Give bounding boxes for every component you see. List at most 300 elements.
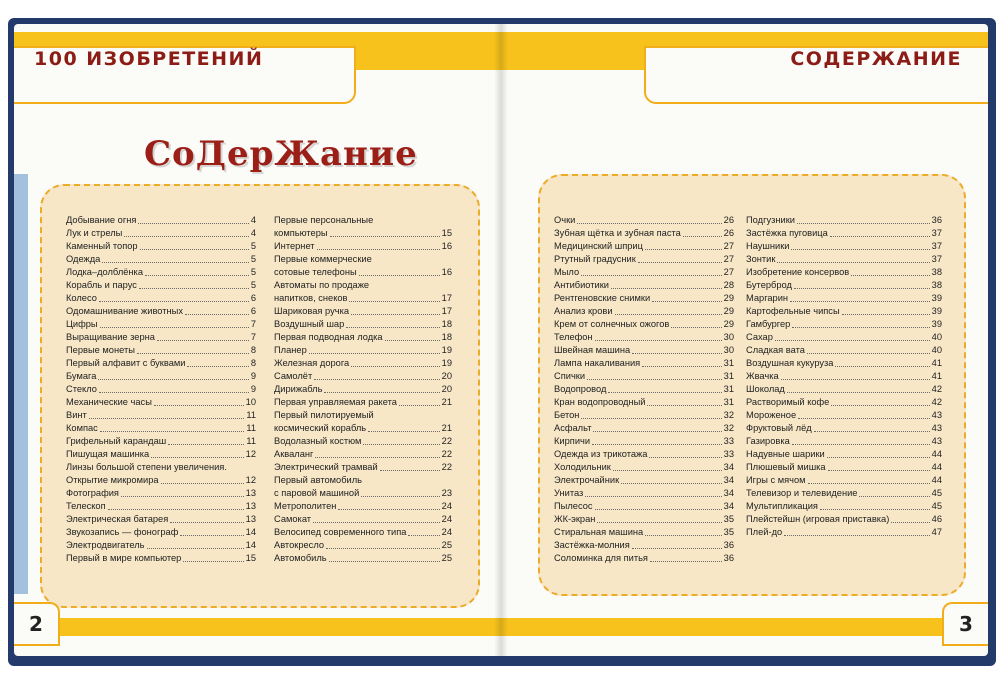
toc-leader-dots — [649, 457, 721, 458]
toc-page-number: 26 — [723, 228, 734, 238]
toc-entry — [274, 526, 452, 539]
toc-entry-title: с паровой машиной — [274, 488, 360, 498]
toc-page-number: 19 — [441, 345, 452, 355]
toc-page-number: 23 — [441, 488, 452, 498]
toc-entry — [66, 526, 256, 539]
toc-leader-dots — [615, 314, 722, 315]
toc-page-number: 10 — [245, 397, 256, 407]
toc-entry — [274, 318, 452, 331]
toc-entry-title: Бутерброд — [746, 280, 792, 290]
page-number: 2 — [14, 602, 60, 646]
toc-page-number: 21 — [441, 397, 452, 407]
toc-entry — [66, 266, 256, 279]
toc-leader-dots — [187, 366, 248, 367]
toc-leader-dots — [585, 496, 721, 497]
toc-entry-title: Плейстейшн (игровая приставка) — [746, 514, 890, 524]
toc-entry-title: Самолёт — [274, 371, 313, 381]
toc-entry — [274, 266, 452, 279]
toc-page-number: 37 — [931, 228, 942, 238]
toc-entry-title: Первые коммерческие — [274, 254, 372, 264]
toc-entry — [746, 292, 942, 305]
toc-entry-title: Унитаз — [554, 488, 584, 498]
toc-entry — [554, 422, 734, 435]
toc-page-number: 40 — [931, 332, 942, 342]
toc-page-number: 25 — [441, 540, 452, 550]
toc-page-number: 37 — [931, 241, 942, 251]
toc-page-number: 8 — [250, 345, 256, 355]
toc-entry — [66, 318, 256, 331]
toc-entry — [554, 357, 734, 370]
toc-leader-dots — [595, 340, 722, 341]
toc-entry — [554, 396, 734, 409]
toc-leader-dots — [791, 249, 929, 250]
toc-leader-dots — [313, 522, 440, 523]
toc-page-number: 11 — [246, 410, 256, 420]
toc-leader-dots — [170, 522, 243, 523]
toc-page-number: 30 — [723, 332, 734, 342]
toc-page-number: 29 — [723, 319, 734, 329]
toc-entry — [66, 357, 256, 370]
toc-page-number: 33 — [723, 436, 734, 446]
page-title: СоДерЖание — [144, 134, 418, 174]
toc-leader-dots — [351, 314, 440, 315]
toc-entry-title: Планер — [274, 345, 307, 355]
toc-entry-title: Изобретение консервов — [746, 267, 850, 277]
toc-entry-title: Первые монеты — [66, 345, 135, 355]
toc-leader-dots — [408, 535, 439, 536]
toc-entry — [274, 513, 452, 526]
toc-entry-title: Дирижабль — [274, 384, 323, 394]
toc-leader-dots — [154, 405, 244, 406]
toc-page-number: 34 — [723, 462, 734, 472]
toc-page-number: 38 — [931, 280, 942, 290]
toc-leader-dots — [814, 431, 930, 432]
toc-leader-dots — [147, 548, 244, 549]
toc-entry-title: Стиральная машина — [554, 527, 644, 537]
toc-entry — [746, 370, 942, 383]
toc-entry — [274, 253, 452, 266]
toc-entry-title: Шариковая ручка — [274, 306, 350, 316]
toc-page-number: 34 — [723, 501, 734, 511]
toc-entry-title: Стекло — [66, 384, 97, 394]
toc-entry — [274, 344, 452, 357]
toc-page-number: 33 — [723, 449, 734, 459]
toc-entry-title: Автомобиль — [274, 553, 327, 563]
toc-entry — [554, 344, 734, 357]
toc-leader-dots — [632, 353, 721, 354]
toc-page-number: 27 — [723, 267, 734, 277]
toc-entry — [746, 279, 942, 292]
toc-entry — [274, 279, 452, 292]
toc-leader-dots — [842, 314, 930, 315]
toc-entry — [66, 487, 256, 500]
toc-leader-dots — [595, 509, 722, 510]
toc-page-number: 43 — [931, 410, 942, 420]
toc-entry-title: Застёжка-молния — [554, 540, 630, 550]
toc-leader-dots — [581, 418, 721, 419]
toc-entry-title: Лампа накаливания — [554, 358, 641, 368]
toc-entry — [274, 409, 452, 422]
toc-leader-dots — [828, 470, 930, 471]
toc-entry — [554, 500, 734, 513]
contents-column — [746, 214, 942, 539]
toc-leader-dots — [891, 522, 929, 523]
toc-entry-title: Электрический трамвай — [274, 462, 378, 472]
toc-entry-title: Автоматы по продаже — [274, 280, 370, 290]
toc-page-number: 35 — [723, 527, 734, 537]
toc-page-number: 20 — [441, 384, 452, 394]
toc-entry-title: Добывание огня — [66, 215, 137, 225]
toc-entry — [274, 305, 452, 318]
toc-entry — [274, 461, 452, 474]
toc-page-number: 13 — [245, 488, 256, 498]
toc-entry — [746, 344, 942, 357]
toc-entry-title: Ртутный градусник — [554, 254, 636, 264]
toc-entry-title: Мультипликация — [746, 501, 818, 511]
toc-entry-title: Игры с мячом — [746, 475, 806, 485]
toc-entry — [746, 500, 942, 513]
toc-leader-dots — [121, 496, 244, 497]
toc-page-number: 42 — [931, 384, 942, 394]
toc-page-number: 31 — [723, 397, 734, 407]
toc-leader-dots — [385, 340, 440, 341]
toc-page-number: 31 — [723, 384, 734, 394]
toc-entry-title: Цифры — [66, 319, 98, 329]
toc-page-number: 42 — [931, 397, 942, 407]
toc-entry-title: Рентгеновские снимки — [554, 293, 651, 303]
section-header: СОДЕРЖАНИЕ — [790, 48, 962, 70]
toc-entry-title: Акваланг — [274, 449, 314, 459]
toc-leader-dots — [593, 431, 721, 432]
toc-page-number: 5 — [250, 254, 256, 264]
toc-page-number: 13 — [245, 514, 256, 524]
toc-page-number: 45 — [931, 488, 942, 498]
toc-leader-dots — [108, 509, 244, 510]
toc-entry — [554, 409, 734, 422]
background-illustration — [14, 174, 28, 594]
toc-entry-title: сотовые телефоны — [274, 267, 357, 277]
toc-entry — [66, 383, 256, 396]
toc-entry — [746, 266, 942, 279]
toc-entry-title: Антибиотики — [554, 280, 609, 290]
toc-leader-dots — [587, 379, 722, 380]
toc-entry — [66, 539, 256, 552]
toc-entry — [746, 331, 942, 344]
toc-entry-title: Зонтик — [746, 254, 776, 264]
toc-leader-dots — [632, 548, 722, 549]
toc-entry-title: напитков, снеков — [274, 293, 348, 303]
toc-entry — [746, 448, 942, 461]
toc-page-number: 11 — [246, 423, 256, 433]
toc-entry — [554, 487, 734, 500]
toc-entry-title: ЖК-экран — [554, 514, 596, 524]
page-number: 3 — [942, 602, 988, 646]
toc-leader-dots — [183, 561, 243, 562]
toc-entry-title: Кран водопроводный — [554, 397, 646, 407]
toc-entry — [746, 526, 942, 539]
toc-page-number: 4 — [250, 215, 256, 225]
toc-page-number: 14 — [245, 540, 256, 550]
toc-entry-title: Компас — [66, 423, 98, 433]
toc-leader-dots — [100, 327, 249, 328]
toc-entry-title: Фруктовый лёд — [746, 423, 812, 433]
toc-entry — [66, 214, 256, 227]
toc-page-number: 29 — [723, 306, 734, 316]
toc-page-number: 39 — [931, 293, 942, 303]
toc-leader-dots — [317, 249, 440, 250]
toc-page-number: 7 — [250, 319, 256, 329]
toc-entry-title: Одежда из трикотажа — [554, 449, 648, 459]
toc-leader-dots — [399, 405, 440, 406]
toc-leader-dots — [775, 340, 930, 341]
toc-page-number: 22 — [441, 436, 452, 446]
toc-leader-dots — [592, 444, 722, 445]
toc-page-number: 15 — [245, 553, 256, 563]
toc-leader-dots — [89, 418, 245, 419]
toc-page-number: 36 — [723, 553, 734, 563]
toc-entry-title: Воздушный шар — [274, 319, 345, 329]
toc-leader-dots — [683, 236, 722, 237]
toc-entry — [66, 227, 256, 240]
toc-entry — [274, 448, 452, 461]
toc-leader-dots — [851, 275, 929, 276]
toc-entry — [746, 474, 942, 487]
toc-page-number: 5 — [250, 267, 256, 277]
toc-page-number: 26 — [723, 215, 734, 225]
toc-page-number: 45 — [931, 501, 942, 511]
toc-leader-dots — [577, 223, 721, 224]
toc-entry — [66, 461, 256, 474]
toc-leader-dots — [797, 223, 930, 224]
toc-entry — [746, 305, 942, 318]
toc-entry — [746, 240, 942, 253]
toc-entry — [554, 331, 734, 344]
toc-entry-title: Анализ крови — [554, 306, 613, 316]
toc-entry — [554, 318, 734, 331]
toc-entry-title: Плей-до — [746, 527, 783, 537]
toc-entry-title: Винт — [66, 410, 87, 420]
toc-entry — [554, 526, 734, 539]
toc-page-number: 18 — [441, 332, 452, 342]
toc-entry — [554, 240, 734, 253]
toc-page-number: 35 — [723, 514, 734, 524]
toc-leader-dots — [151, 457, 243, 458]
toc-leader-dots — [820, 509, 930, 510]
toc-entry-title: Гамбургер — [746, 319, 791, 329]
toc-entry — [66, 240, 256, 253]
toc-page-number: 22 — [441, 462, 452, 472]
toc-page-number: 9 — [250, 384, 256, 394]
toc-leader-dots — [326, 548, 440, 549]
toc-leader-dots — [792, 327, 929, 328]
toc-page-number: 4 — [250, 228, 256, 238]
contents-column — [274, 214, 452, 565]
toc-entry-title: Телескоп — [66, 501, 106, 511]
toc-leader-dots — [621, 483, 722, 484]
toc-leader-dots — [808, 483, 930, 484]
toc-leader-dots — [359, 275, 440, 276]
toc-leader-dots — [777, 262, 929, 263]
toc-entry-title: Воздушная кукуруза — [746, 358, 834, 368]
toc-entry-title: Самокат — [274, 514, 312, 524]
toc-entry — [274, 227, 452, 240]
toc-page-number: 36 — [723, 540, 734, 550]
contents-column — [554, 214, 734, 565]
toc-leader-dots — [613, 470, 722, 471]
toc-entry — [274, 240, 452, 253]
book-spine — [494, 24, 508, 656]
toc-entry-title: Первый алфавит с буквами — [66, 358, 186, 368]
toc-entry — [66, 409, 256, 422]
toc-page-number: 46 — [931, 514, 942, 524]
toc-entry — [274, 292, 452, 305]
toc-leader-dots — [611, 288, 722, 289]
toc-entry-title: Колесо — [66, 293, 97, 303]
toc-entry — [554, 370, 734, 383]
toc-entry-title: Первый в мире компьютер — [66, 553, 182, 563]
toc-page-number: 9 — [250, 371, 256, 381]
toc-page-number: 31 — [723, 371, 734, 381]
toc-entry — [746, 422, 942, 435]
toc-entry — [746, 409, 942, 422]
toc-leader-dots — [329, 561, 440, 562]
toc-entry-title: Открытие микромира — [66, 475, 159, 485]
toc-page-number: 17 — [441, 293, 452, 303]
toc-entry — [274, 435, 452, 448]
toc-page-number: 34 — [723, 475, 734, 485]
toc-page-number: 12 — [245, 449, 256, 459]
toc-page-number: 32 — [723, 410, 734, 420]
toc-entry — [554, 227, 734, 240]
toc-page-number: 27 — [723, 241, 734, 251]
toc-entry — [746, 253, 942, 266]
left-page — [14, 24, 500, 656]
toc-leader-dots — [597, 522, 721, 523]
toc-entry — [66, 305, 256, 318]
toc-entry-title: Крем от солнечных ожогов — [554, 319, 670, 329]
toc-entry — [554, 513, 734, 526]
toc-entry-title: Очки — [554, 215, 576, 225]
toc-entry-title: Выращивание зерна — [66, 332, 155, 342]
toc-leader-dots — [642, 366, 721, 367]
toc-leader-dots — [185, 314, 249, 315]
toc-entry — [746, 214, 942, 227]
toc-page-number: 43 — [931, 436, 942, 446]
toc-entry — [554, 305, 734, 318]
toc-page-number: 27 — [723, 254, 734, 264]
toc-entry-title: Грифельный карандаш — [66, 436, 167, 446]
toc-entry-title: Первые персональные — [274, 215, 374, 225]
toc-entry-title: Электрическая батарея — [66, 514, 169, 524]
book-title-header: 100 ИЗОБРЕТЕНИЙ — [34, 48, 264, 70]
toc-leader-dots — [351, 366, 439, 367]
toc-leader-dots — [784, 535, 929, 536]
toc-entry-title: Бетон — [554, 410, 580, 420]
toc-leader-dots — [363, 444, 439, 445]
toc-leader-dots — [138, 223, 248, 224]
toc-leader-dots — [781, 379, 930, 380]
contents-column — [66, 214, 256, 565]
toc-entry-title: Первая подводная лодка — [274, 332, 383, 342]
toc-entry — [274, 474, 452, 487]
toc-leader-dots — [98, 379, 248, 380]
toc-page-number: 15 — [441, 228, 452, 238]
toc-leader-dots — [581, 275, 722, 276]
toc-page-number: 29 — [723, 293, 734, 303]
toc-entry-title: космический корабль — [274, 423, 367, 433]
toc-entry — [66, 474, 256, 487]
toc-leader-dots — [99, 301, 249, 302]
toc-entry-title: Водолазный костюм — [274, 436, 362, 446]
bottom-band — [14, 618, 500, 636]
toc-entry-title: Одежда — [66, 254, 101, 264]
toc-leader-dots — [830, 236, 930, 237]
toc-page-number: 41 — [931, 358, 942, 368]
toc-entry — [274, 487, 452, 500]
toc-entry — [274, 539, 452, 552]
toc-entry-title: Маргарин — [746, 293, 789, 303]
toc-entry — [66, 344, 256, 357]
toc-page-number: 32 — [723, 423, 734, 433]
toc-page-number: 16 — [441, 267, 452, 277]
toc-entry — [274, 396, 452, 409]
toc-leader-dots — [368, 431, 440, 432]
toc-entry-title: Фотография — [66, 488, 119, 498]
toc-entry-title: Сладкая вата — [746, 345, 805, 355]
toc-leader-dots — [140, 249, 249, 250]
toc-entry-title: Каменный топор — [66, 241, 138, 251]
toc-entry — [554, 292, 734, 305]
toc-leader-dots — [99, 392, 249, 393]
toc-entry — [746, 513, 942, 526]
toc-page-number: 21 — [441, 423, 452, 433]
toc-entry — [66, 253, 256, 266]
toc-entry — [554, 448, 734, 461]
toc-leader-dots — [309, 353, 440, 354]
toc-entry-title: Асфальт — [554, 423, 592, 433]
toc-page-number: 39 — [931, 319, 942, 329]
toc-entry-title: Линзы большой степени увеличения. — [66, 462, 227, 472]
toc-entry — [274, 422, 452, 435]
toc-entry-title: Газировка — [746, 436, 790, 446]
toc-leader-dots — [102, 262, 248, 263]
toc-leader-dots — [330, 236, 440, 237]
toc-leader-dots — [346, 327, 439, 328]
toc-entry-title: Кирпичи — [554, 436, 591, 446]
toc-leader-dots — [180, 535, 243, 536]
toc-page-number: 44 — [931, 449, 942, 459]
toc-page-number: 30 — [723, 345, 734, 355]
toc-entry-title: Телевизор и телевидение — [746, 488, 858, 498]
toc-leader-dots — [645, 249, 722, 250]
toc-page-number: 44 — [931, 462, 942, 472]
toc-entry-title: Наушники — [746, 241, 790, 251]
toc-page-number: 8 — [250, 358, 256, 368]
toc-page-number: 17 — [441, 306, 452, 316]
toc-leader-dots — [650, 561, 722, 562]
toc-entry — [554, 253, 734, 266]
toc-leader-dots — [161, 483, 244, 484]
toc-entry — [66, 513, 256, 526]
toc-leader-dots — [380, 470, 440, 471]
toc-entry-title: Первый пилотируемый — [274, 410, 374, 420]
toc-leader-dots — [827, 457, 930, 458]
toc-entry — [554, 461, 734, 474]
toc-page-number: 41 — [931, 371, 942, 381]
toc-page-number: 38 — [931, 267, 942, 277]
toc-leader-dots — [671, 327, 721, 328]
toc-leader-dots — [137, 353, 249, 354]
